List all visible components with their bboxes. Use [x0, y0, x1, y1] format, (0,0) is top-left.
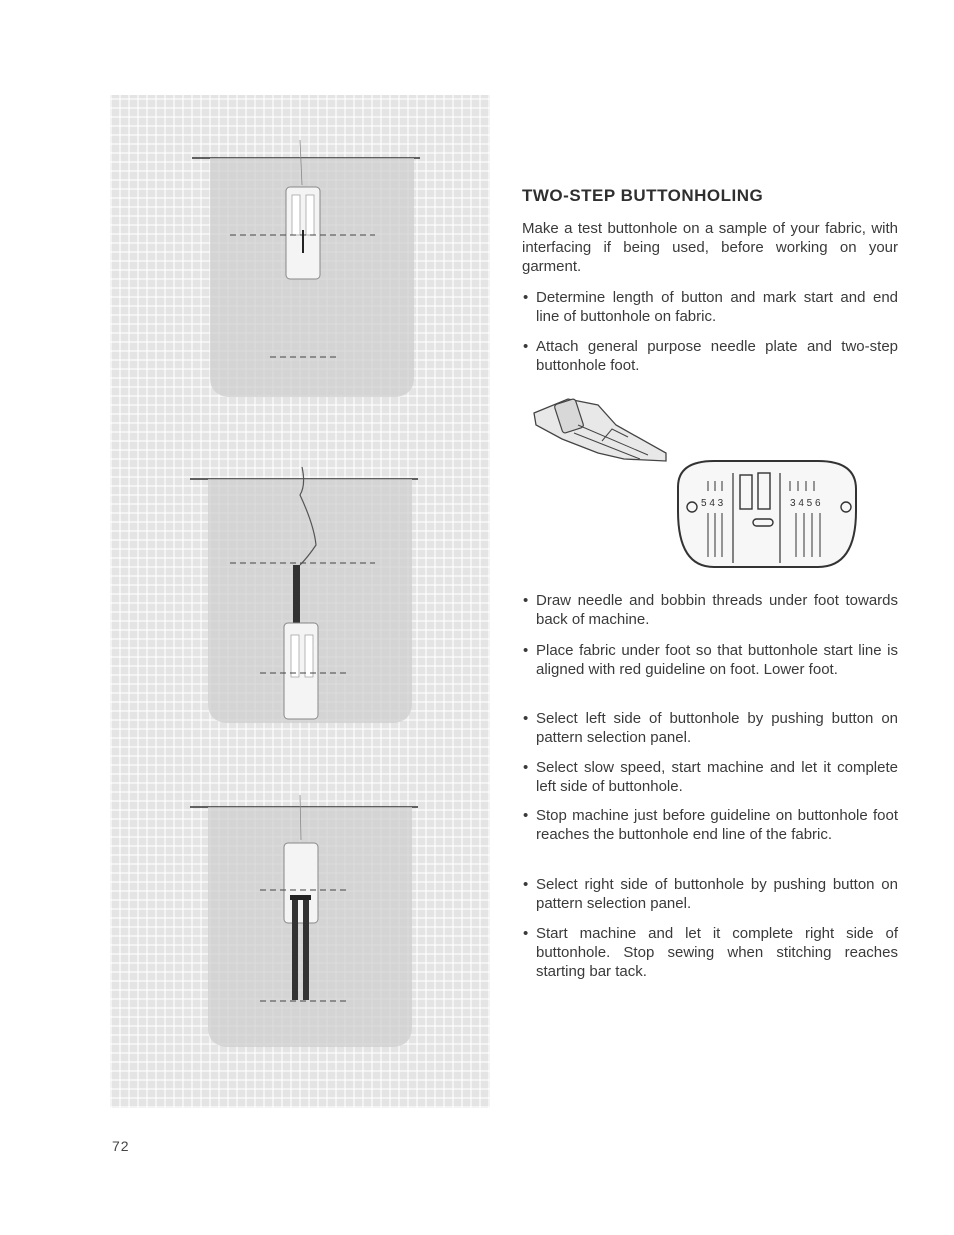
- stage-3-illustration: [190, 795, 418, 1047]
- step-text: Stop machine just before guideline on buttonhole foot reaches the buttonhole end line of the fabric.: [536, 807, 898, 843]
- left-scale-label: 5 4 3: [701, 498, 724, 509]
- step-text: Draw needle and bobbin threads under foot towards back of machine.: [536, 592, 898, 628]
- buttonhole-foot-icon: [534, 398, 666, 461]
- bullet-icon: •: [523, 876, 529, 893]
- stage-2-illustration: [190, 467, 418, 723]
- step-text: Start machine and let it complete right side of buttonhole. Stop sewing when stitching reaches starting bar tack.: [536, 925, 898, 980]
- right-scale-label: 3 4 5 6: [790, 498, 821, 509]
- step-item: [522, 806, 898, 844]
- step-text: Select slow speed, start machine and let it complete left side of buttonhole.: [536, 759, 898, 795]
- step-item: [522, 337, 898, 375]
- page-number: 72: [112, 1138, 130, 1154]
- illustration-drawing: [110, 95, 490, 1108]
- step-text: Place fabric under foot so that buttonhole start line is aligned with red guideline on foot. Lower foot.: [536, 642, 898, 678]
- buttonhole-illustrations: [110, 95, 490, 1108]
- step-text: Select right side of buttonhole by pushing button on pattern selection panel.: [536, 876, 898, 912]
- step-item: [522, 709, 898, 747]
- bullet-icon: •: [523, 642, 529, 659]
- step-item: [522, 758, 898, 796]
- bullet-icon: •: [523, 592, 529, 609]
- step-text: Select left side of buttonhole by pushing button on pattern selection panel.: [536, 710, 898, 746]
- step-text: Determine length of button and mark start and end line of buttonhole on fabric.: [536, 289, 898, 325]
- section-heading: TWO-STEP BUTTONHOLING: [522, 186, 764, 205]
- bullet-icon: •: [523, 338, 529, 355]
- bullet-icon: •: [523, 710, 529, 727]
- needle-plate-icon: [678, 461, 856, 567]
- foot-and-plate-figure: [528, 395, 868, 575]
- step-item: [522, 875, 898, 913]
- step-item: [522, 591, 898, 629]
- bullet-icon: •: [523, 925, 529, 942]
- bullet-icon: •: [523, 807, 529, 824]
- bullet-icon: •: [523, 759, 529, 776]
- step-item: [522, 288, 898, 326]
- stage-1-illustration: [192, 140, 420, 397]
- step-item: [522, 924, 898, 981]
- step-item: [522, 641, 898, 679]
- step-text: Attach general purpose needle plate and two-step buttonhole foot.: [536, 338, 898, 374]
- intro-paragraph: Make a test buttonhole on a sample of your fabric, with interfacing if being used, before working on your garment.: [522, 220, 898, 275]
- bullet-icon: •: [523, 289, 529, 306]
